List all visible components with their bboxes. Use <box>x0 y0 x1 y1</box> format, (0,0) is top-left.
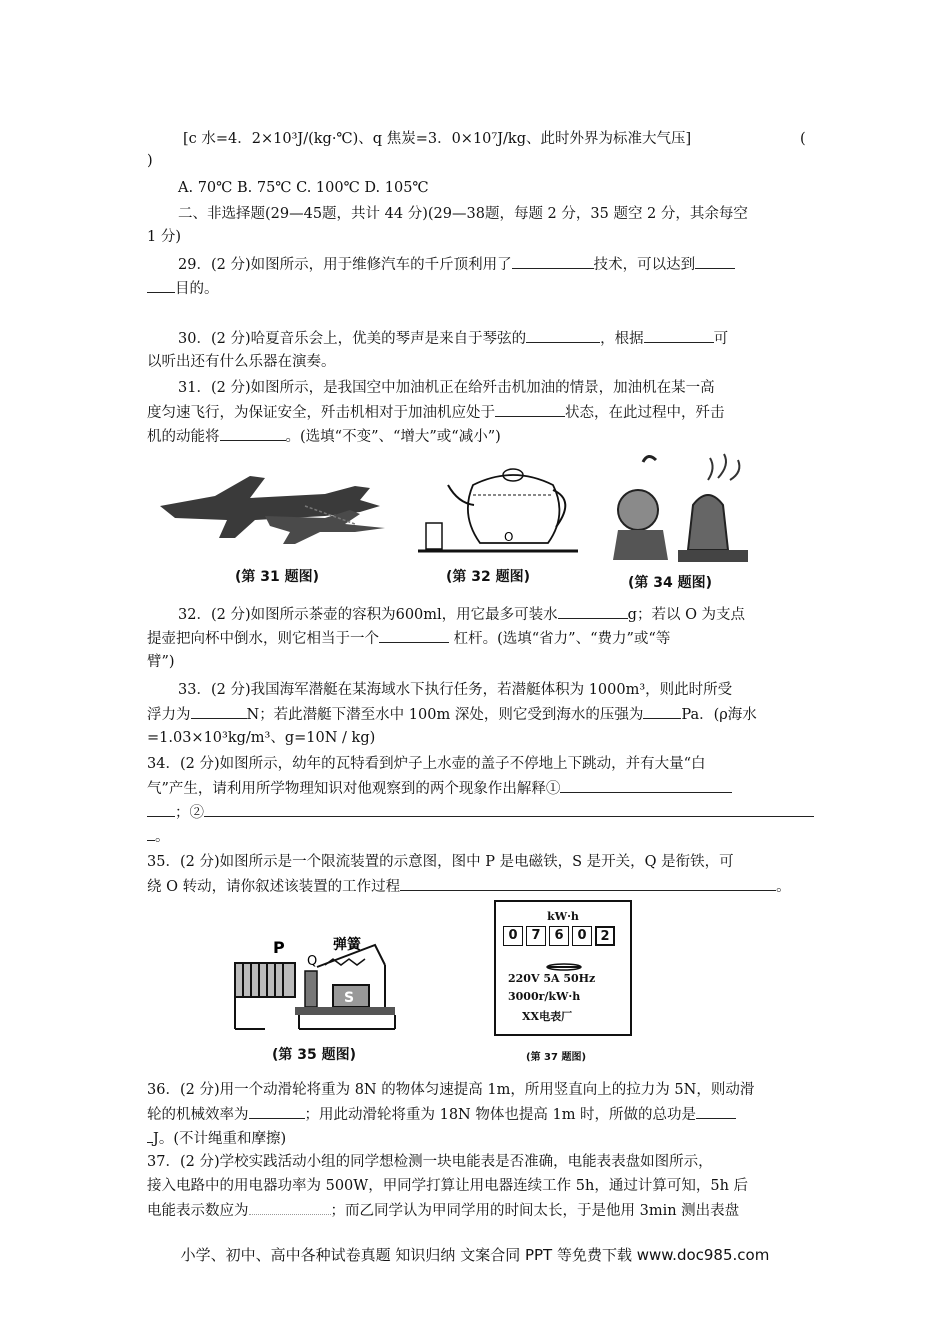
page-footer: 小学、初中、高中各种试卷真题 知识归纳 文案合同 PPT 等免费下载 www.doc985.com <box>180 1246 770 1264</box>
q29-line2: 目的。 <box>147 278 219 299</box>
q34-line1: 34．(2 分)如图所示，幼年的瓦特看到炉子上水壶的盖子不停地上下跳动，并有大量“白 <box>147 756 706 772</box>
q35-line1: 35．(2 分)如图所示是一个限流装置的示意图，图中 P 是电磁铁，S 是开关，Q 是衔铁，可 <box>147 854 734 870</box>
section2-heading: 二、非选择题(29—45题，共计 44 分)(29—38题，每题 2 分，35 题空 2 分，其余每空 <box>178 206 748 222</box>
q28-options: A. 70℃ B. 75℃ C. 100℃ D. 105℃ <box>178 180 429 196</box>
switch-label: S <box>344 990 355 1006</box>
electromagnet-label: P <box>273 938 285 957</box>
answer-blank[interactable] <box>379 628 449 643</box>
q32-line3: 臂”) <box>147 654 175 670</box>
q36-line1: 36．(2 分)用一个动滑轮将重为 8N 的物体匀速提高 1m，所用竖直向上的拉力为 5N，则动滑 <box>147 1082 755 1098</box>
watt-kettle-figure <box>598 450 758 565</box>
meter-digit: 0 <box>572 926 592 946</box>
answer-blank[interactable] <box>204 802 814 817</box>
answer-blank[interactable] <box>696 1104 736 1119</box>
q33-line2: 浮力为 N；若此潜艇下潜至水中 100m 深处，则它受到海水的压强为 Pa．(ρ海水 <box>147 704 757 725</box>
q33-line1: 33．(2 分)我国海军潜艇在某海域水下执行任务，若潜艇体积为 1000m³，则此时所受 <box>178 682 733 698</box>
q31-line1: 31．(2 分)如图所示，是我国空中加油机正在给歼击机加油的情景，加油机在某一高 <box>178 380 715 396</box>
meter-digit: 7 <box>526 926 546 946</box>
answer-blank[interactable] <box>695 254 735 269</box>
fig35-caption: (第 35 题图) <box>272 1047 357 1063</box>
answer-blank[interactable] <box>220 426 286 441</box>
answer-blank[interactable] <box>558 604 628 619</box>
answer-blank[interactable] <box>495 402 565 417</box>
refueling-aircraft-figure <box>155 466 395 556</box>
electric-meter-figure <box>494 900 632 1036</box>
q37-line3: 电能表示数应为 ；而乙同学认为甲同学用的时间太长，于是他用 3min 测出表盘 <box>147 1200 739 1221</box>
q37-line1: 37．(2 分)学校实践活动小组的同学想检测一块电能表是否准确，电能表表盘如图所示， <box>147 1154 713 1170</box>
fig31-caption: (第 31 题图) <box>235 569 320 585</box>
answer-blank[interactable] <box>147 826 155 841</box>
spring-label: 弹簧 <box>333 937 361 953</box>
answer-blank[interactable] <box>249 1200 331 1215</box>
q34-line4: 。 <box>147 826 170 847</box>
answer-blank[interactable] <box>644 328 714 343</box>
meter-digit: 2 <box>595 926 615 946</box>
q28-paren-open: ( <box>800 131 806 147</box>
q36-line2: 轮的机械效率为 ；用此动滑轮将重为 18N 物体也提高 1m 时，所做的总功是 <box>147 1104 736 1125</box>
answer-blank[interactable] <box>400 876 776 891</box>
meter-digit: 0 <box>503 926 523 946</box>
q31-line3: 机的动能将 。(选填“不变”、“增大”或“减小”) <box>147 426 501 447</box>
armature-label: Q <box>307 954 318 969</box>
section2-heading-cont: 1 分) <box>147 229 181 245</box>
q31-line2: 度匀速飞行，为保证安全，歼击机相对于加油机应处于 状态，在此过程中，歼击 <box>147 402 725 423</box>
q29-line1: 29．(2 分)如图所示，用于维修汽车的千斤顶利用了 技术，可以达到 <box>178 254 735 275</box>
answer-blank[interactable] <box>643 704 681 719</box>
teapot-figure <box>418 455 578 555</box>
q35-line2: 绕 O 转动，请你叙述该装置的工作过程 。 <box>147 876 791 897</box>
fig34-caption: (第 34 题图) <box>628 575 713 591</box>
meter-unit: kW·h <box>547 910 579 923</box>
q30-line1: 30．(2 分)哈夏音乐会上，优美的琴声是来自于琴弦的 ，根据 可 <box>178 328 728 349</box>
fig32-caption: (第 32 题图) <box>446 569 531 585</box>
q30-line2: 以听出还有什么乐器在演奏。 <box>147 354 336 370</box>
meter-spec-voltage: 220V 5A 50Hz <box>508 972 596 985</box>
answer-blank[interactable] <box>191 704 247 719</box>
q32-line2: 提壶把向杯中倒水，则它相当于一个 杠杆。(选填“省力”、“费力”或“等 <box>147 628 670 649</box>
meter-spec-revs: 3000r/kW·h <box>508 990 581 1003</box>
meter-disc-icon <box>546 957 582 967</box>
q32-line1: 32．(2 分)如图所示茶壶的容积为600ml，用它最多可装水 g；若以 O 为支点 <box>178 604 745 625</box>
teapot-pivot-label: O <box>504 530 514 544</box>
q36-line3: J。(不计绳重和摩擦) <box>147 1128 286 1149</box>
meter-digit: 6 <box>549 926 569 946</box>
q34-line2: 气”产生，请利用所学物理知识对他观察到的两个现象作出解释① <box>147 778 732 799</box>
current-limiter-figure <box>225 925 405 1035</box>
q28-formula: [c 水=4．2×10³J/(kg·℃)、q 焦炭=3．0×10⁷J/kg、此时外界为标准大气压] <box>183 131 692 147</box>
q34-line3: ；② <box>147 802 814 823</box>
answer-blank[interactable] <box>512 254 594 269</box>
q37-line2: 接入电路中的用电器功率为 500W，甲同学打算让用电器连续工作 5h，通过计算可知，5h 后 <box>147 1178 749 1194</box>
q33-line3: =1.03×10³kg/m³、g=10N / kg) <box>147 730 376 746</box>
meter-digit-row <box>503 926 615 948</box>
answer-blank[interactable] <box>147 802 175 817</box>
meter-maker: XX电表厂 <box>522 1010 573 1023</box>
answer-blank[interactable] <box>147 278 175 293</box>
answer-blank[interactable] <box>249 1104 305 1119</box>
answer-blank[interactable] <box>560 778 732 793</box>
fig37-caption: (第 37 题图) <box>526 1052 587 1063</box>
answer-blank[interactable] <box>526 328 600 343</box>
q28-paren-close: ) <box>147 153 153 169</box>
